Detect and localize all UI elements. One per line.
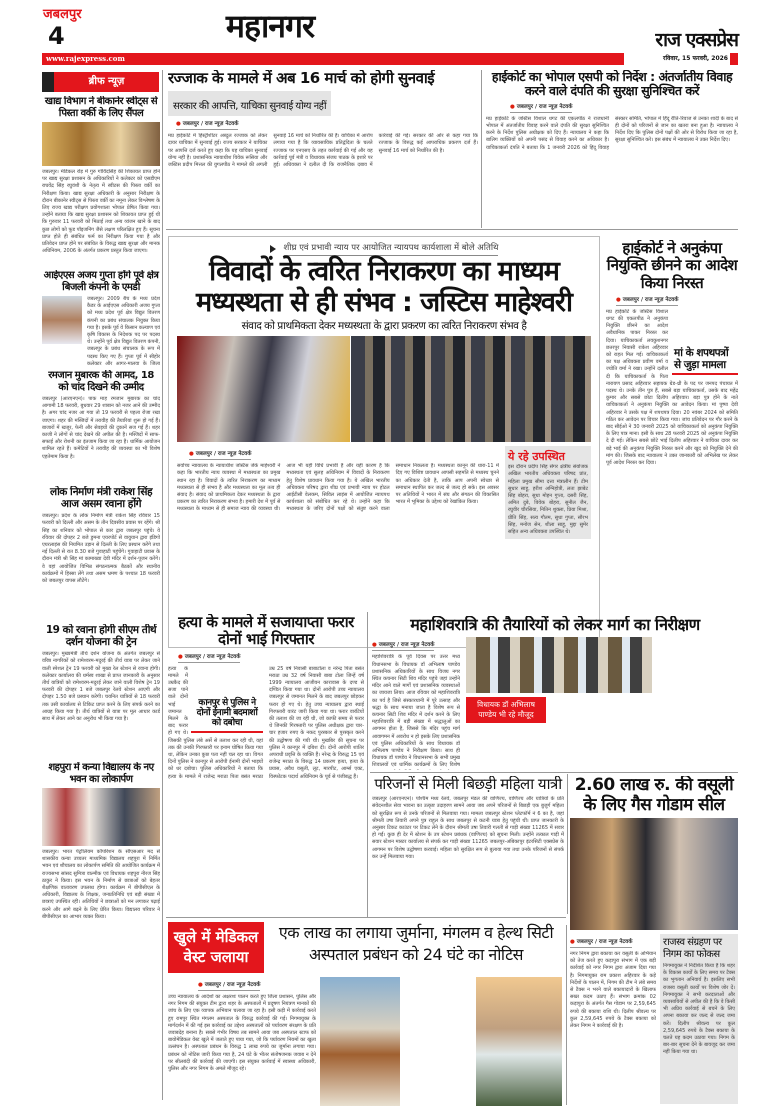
present-body: इस दौरान प्रदीप सिंह सेंगर क्षेत्रीय संयोजक अखिल भारतीय अधिवक्ता परिषद प्रांत, महिला प्रमुख सीमा दत्ता मंत्रालीन हैं। टीम सुधार साहू, हरीश अग्निहोत्री, लता झाबेट सिंह बोहरा, सुधा मोहन गुप्ता, दसरी सिंह, अमित दुबे, विवेक बोहरा, सुनील जैन, रघुवीर चौरसिया, नितिन शुक्ला, प्रिया मिश्रा, प्रीति सिंह, सत्य गौतम, सुधा गुप्ता, सौरभ सिंह, मनोज सेन, शीला साहू, मुद्दा सुमेर सहित अन्य अधिवक्ता उपस्थित थे। <box>508 464 588 535</box>
byline: ● जबलपुर / राज न्यूज़ नेटवर्क <box>510 102 572 113</box>
anukampa-body: मप्र हाईकोर्ट के जस्टिस विशाल धगट की एकलपीठ ने अनुकंपा नियुक्ति छीनने का आदेश अवैधानिक पाकर निरस्त कर दिया। याचिकाकर्ता लवकुशनगर छतरपुर निवासी राकेश अहिरवार को राहत मिल गई। याचिकाकर्ता का पक्ष अधिवक्ता प्रवीण वर्मा व ज्योति वर्मा ने रखा। उन्होंने दलील दी कि याचिकाकर्ता के पिता नारायण प्रसाद अहिरवार सहायक ग्रेड-थ्री के पद पर जनपद पंचायत में पदस्थ थे। उनके तीन पुत्र हैं, सबसे बड़ा याचिकाकर्ता, उसके बाद महेंद्र कुमार और सबसे छोटा दिलीप अहिरवार। बड़ा पुत्र होने के नाते याचिकाकर्ता ने अनुकंपा नियुक्ति का आवेदन किया। मां पुष्पा देवी अहिरवार ने उसके पक्ष में शपथपत्र दिया। 20 नवंबर 2024 को समिति गठित कर आवेदन पर विचार किया गया। जांच प्रतिवेदन पर गौर करने के बाद सीईओ ने 30 जनवरी 2025 को याचिकाकर्ता को अनुकंपा नियुक्ति के लिए पात्र माना। इसी के साथ 28 फरवरी 2025 को अनुकंपा नियुक्ति दे दी गई। लेकिन सबसे छोटे भाई दिलीप अहिरवार ने याचिका दायर कर बड़े भाई की अनुकंपा नियुक्ति निरस्त करने और खुद को नियुक्ति देने की मांग की। जिसके बाद न्यायालय ने उक्त जानकारी को अभिलेख पर लेकर पूर्व आदेश निरस्त कर दिया। <box>606 308 738 467</box>
brief-body: जबलपुर। भारत पेट्रोलियम कॉर्पोरेशन के सीएसआर मद से शासकीय कन्या उच्चतर माध्यमिक विद्यालय शहपुरा में निर्मित भवन एवं शौचालय का लोकार्पण समिति की आयोजित कार्यक्रम में राज्यसभा सांसद सुमित्रा वाल्मीक एवं विधायक शहपुरा नीरज सिंह ठाकुर ने किया। इस भवन के निर्माण से छात्राओं को बेहतर शैक्षणिक वातावरण उपलब्ध होगा। कार्यक्रम में बीपीसीएल के अधिकारी, विद्यालय के शिक्षक, जनप्रतिनिधि एवं बड़ी संख्या में छात्राएं उपस्थित रहीं। अतिथियों ने छात्राओं को मन लगाकर पढ़ाई करने और आगे बढ़ने के लिए प्रेरित किया। विद्यालय परिवार ने बीपीसीएल का आभार व्यक्त किया। <box>42 849 160 920</box>
brief-body: जबलपुर। मुख्यमंत्री तीर्थ दर्शन योजना के अंतर्गत जबलपुर से वरिष्ठ नागरिकों को रामेश्वरम-मदुरई की तीर्थ यात्रा पर लेकर जाने वाली स्पेशल ट्रेन 19 फरवरी को मुख्य रेल स्टेशन से रवाना होगी। कलेक्टर कार्यालय की धर्मस्व शाखा से प्राप्त जानकारी के अनुसार तीर्थ यात्रियों को रामेश्वरम-मदुरई लेकर जाने वाली विशेष ट्रेन 19 फरवरी की दोपहर 1 बजे जबलपुर रेलवे स्टेशन आएगी और दोपहर 1.50 बजे प्रस्थान करेगी। चयनित यात्रियों से 18 फरवरी तक उसी कार्यालय से टिकिट प्राप्त करने के लिए संपर्क करने का आग्रह किया गया है। तीर्थ यात्रियों से यात्रा पर मूल आधार कार्ड साथ में लेकर आने का अनुरोध भी किया गया है। <box>42 651 160 722</box>
medical-bottom <box>168 977 562 1106</box>
woman-body: जबलपुर (आरएनएन)। पश्चिम मध्य रेलवे, जबलपुर मंडल की वाणिज्य, वाणिज्य और यात्रियों के प्रति संवेदनशील सेवा भावना का उत्कृष्ट उदाहरण सामने आया जब अपने परिजनों से बिछड़ी एक बुजुर्ग महिला को सुरक्षित रूप से उनके परिजनों से मिलवाया गया। मामला जबलपुर स्टेशन प्लेटफॉर्म नं 6 का है, जहां श्रीमती उषा तिवारी अपने पुत्र राहुल के साथ जबलपुर से कटनी यात्रा हेतु पहुंची थीं। प्राप्त जानकारी के अनुसार टिकट काउंटर पर टिकट लेने के दौरान श्रीमती उषा तिवारी गलती से गाड़ी संख्या 11265 में सवार हो गईं। कुछ ही देर में स्टेशन के उप स्टेशन प्रबंधक (वाणिज्य) को सूचना मिली। उन्होंने तत्काल गाड़ी में सवार स्टेशन मास्टर कार्यालय से संपर्क कर गाड़ी संख्या 11265 जबलपुर-अंबिकापुर इंटरसिटी एक्सप्रेस के आगमन पर विशेष उद्घोषणा करवाई। महिला को सुरक्षित रूप से बुलाया गया तथा उनके परिजनों से संपर्क कर उन्हें मिलवाया गया। <box>372 796 564 860</box>
byline: ● जबलपुर / राज न्यूज़ नेटवर्क <box>176 119 238 130</box>
audience-photo <box>351 336 591 442</box>
byline: ● जबलपुर / राज न्यूज़ नेटवर्क <box>616 295 678 306</box>
byline: ● जबलपुर / राज न्यूज़ नेटवर्क <box>372 640 434 651</box>
lead-headline-line2: मध्यस्थता से ही संभव : जस्टिस माहेश्वरी <box>196 287 572 319</box>
divider <box>567 774 568 914</box>
divider <box>166 229 738 230</box>
lead-body: सर्वोच्च न्यायालय के न्यायाधीश जस्टिस जेके माहेश्वरी ने कहा कि भारतीय न्याय व्यवस्था में मध्यस्थता का प्रमुख स्थान रहा है। विवादों के त्वरित निराकरण का माध्यम मध्यस्थता से ही संभव है और मध्यस्थता का मूल तत्व ही संवाद है। संवाद को प्राथमिकता देकर मध्यस्थता के द्वारा प्रकरण का त्वरित निराकरण संभव है। हमारी देश में पूर्व से मध्यस्थता के माध्यम से ही समाज न्याय की व्यवस्था थी। आज भी यही विधि प्रभावी है और यही कारण है कि मध्यस्थता एवं सुलह अधिनियम में विवादों के निराकरण हेतु विशेष प्रावधान किया गया है। ये अखिल भारतीय अधिवक्ता परिषद द्वारा शीघ्र एवं प्रभावी न्याय पर होटल आईटीसी वेलकम, सिविल लाइंस में आयोजित न्यायपथ कार्यशाला को संबोधित कर रहे थे। उन्होंने कहा कि मध्यस्थता के जरिए दोनों पक्षों को संतुष्ट करने वाला समाधान निकलता है। मध्यस्थता कानून की धारा-11 में दिए गए विशिष्ट प्रावधान आपसी सहमति से मध्यस्थ चुनने का अधिकार देती है, ताकि आप अपनी स्वेच्छा से समाधान स्थापित कर जल्द से जल्द हो सके। इस अवसर पर अतिथियों ने भारत में संघ और संगठन की विकासित भारत में भूमिका के उद्देश्य को रेखांकित किया। <box>177 463 499 513</box>
medical-body-2 <box>404 977 472 1106</box>
divider <box>481 70 482 228</box>
gas-bottom <box>570 934 656 1104</box>
hospital-photo <box>320 977 400 1106</box>
brief-body: जबलपुर। मेडिकल रोड़ में गुरु गोविंदसिंह की शिकायत प्राप्त होने पर खाद्य सुरक्षा प्रशासन के अधिकारियों ने कलेक्टर को एसडीएम राघवेंद्र सिंह रघुवंशी के नेतृत्व में स्वीटस की पिस्ता वर्की का निरीक्षण किया। खाद्य सुरक्षा अधिकारी के अनुसार निरीक्षण के दौरान बीकानेर स्वीट्स से पिस्ता वर्की का नमूना लेकर विश्लेषण के लिए राज्य खाद्य परीक्षण प्रयोगशाला भोपाल प्रेषित किया गया। उन्होंने बताया कि खाद्य सुरक्षा प्रशासन को शिकायत प्राप्त हुई थी कि गुरुवार 11 फरवरी को मिठाई तथा अन्य व्यंजन खाने के बाद कुछ लोगों को फूड पॉइजनिंग जैसे लक्षण परिलक्षित हुए हैं। सूचना प्राप्त होते ही संबंधित फर्म का निरीक्षण किया गया है और प्रतिवेदन प्राप्त होने पर संबंधित के विरुद्ध खाद्य सुरक्षा और मानक अधिनियम, 2006 के अंतर्गत प्रकरण प्रस्तुत किया जाएगा। <box>42 169 160 255</box>
shivratri-story <box>372 616 738 770</box>
shivratri-body: महाशिवरात्रि के पूर्व दिवस पर उत्तर मध्य विधानसभा के विधायक डॉ अभिलाष पाण्डेय प्रशासनिक अधिकारियों के साथ विजय नगर स्थित कचनार सिटी शिव मंदिर पहुंचे जहां उन्होंने मंदिर आने वाले मार्गों एवं प्रशासनिक व्यवस्थाओं का जायजा लिया। आज रविवार को महाशिवरात्रि का पर्व है जिसे संस्कारधानी में पूरे उत्साह और श्रद्धा के साथ मनाया जाता है विशेष रूप से कचनार सिटी शिव मंदिर में दर्शन करने के लिए महाशिवरात्रि में बड़ी संख्या में श्रद्धालुओं का आगमन होता है, जिससे कि मंदिर पहुंच मार्ग आवागमन में अवरोध न हो इसके लिए प्रशासनिक एवं पुलिस अधिकारियों के साथ विधायक डॉ अभिलाष पाण्डेय ने निरीक्षण किया। साथ ही विधायक डॉ पाण्डेय ने विधानसभा के सभी प्रमुख शिवालयों एवं धार्मिक कार्यक्रमों के लिए विशेष <box>372 654 460 769</box>
brief-item <box>42 624 160 758</box>
inauguration-photo <box>42 788 160 846</box>
burning-waste-photo <box>476 977 562 1106</box>
shivratri-box-text: विधायक डॉ अभिलाष पाण्डेय भी रहे मौजूद <box>477 700 535 720</box>
section-title: महानगर <box>225 7 315 45</box>
issue-date: रविवार, 15 फरवरी, 2026 <box>663 55 728 62</box>
lead-subhead: संवाद को प्राथमिकता देकर मध्यस्थता के द्वारा प्रकरण का त्वरित निराकरण संभव है <box>241 320 527 333</box>
medical-text <box>168 977 316 1106</box>
gas-body: नगर निगम द्वारा बकाया कर वसूली के अभियान को तेज करते हुए कड़ापुरा संभाग में एक बड़ी कार्रवाई को नगर निगम द्वारा अंजाम दिया गया है। निगमायुक्त राम प्रकाश अहिरवार के कड़े निर्देशों के पालन में, निगम की टीम ने लंबे समय से टैक्स न भरने वाले बकायादारों के खिलाफ सख्त कदम उठाए हैं। संभाग क्रमांक 02 कड़ापुरा के अंतर्गत गैस गोडाम पर 2,59,645 रुपये की बकाया राशि थी। दिलीप श्रीवल्य पर कुल 2,59,645 रुपये के टैक्स बकाया को लेकर निगम ने कार्रवाई की है। <box>570 951 656 1030</box>
divider <box>166 917 566 918</box>
bhopal-story <box>486 70 738 226</box>
brief-item <box>42 370 160 482</box>
shivratri-content <box>372 637 738 770</box>
present-title: ये रहे उपस्थित <box>508 450 565 464</box>
shivratri-body-4 <box>658 637 738 770</box>
present-box <box>505 446 591 539</box>
razzak-subhead <box>168 91 331 116</box>
shivratri-left <box>372 637 460 770</box>
brief-headline: रमजान मुबारक की आमद, 18 को चांद दिखने की उम्मीद <box>48 370 154 393</box>
brief-headline: शहपुरा में कन्या विद्यालय के नए भवन का लोकार्पण <box>48 762 154 785</box>
bhopal-body: मप्र हाईकोर्ट के जस्टिस विशाल धगट की एकलपीठ ने राजधानी भोपाल में अंतर्जातीय विवाह करने वाले दंपति की सुरक्षा सुनिश्चित करने के निर्देश पुलिस अधीक्षक को दिए हैं। न्यायालय ने कहा कि बालिग व्यक्तियों को अपनी पसंद से विवाह करने का अधिकार है। याचिकाकर्ता दंपति ने बताया कि 1 जनवरी 2026 को हिंदू विवाह संस्कार समिति, भोपाल में हिंदू रीति-रिवाज से उनका शादी के बाद से ही दोनों को परिजनों से जान का खतरा बना हुआ है। न्यायालय ने निर्देश दिए कि पुलिस दोनों पक्षों की ओर से विरोध किया जा रहा है, सुरक्षा सुनिश्चित करे। इस संबंध में न्यायालय ने उक्त निर्देश दिए। <box>486 115 738 151</box>
brief-item <box>42 270 160 366</box>
inspection-photo <box>466 637 652 693</box>
medical-tag <box>168 922 264 973</box>
byline: ● जबलपुर / राज न्यूज़ नेटवर्क <box>178 652 240 663</box>
revenue-box-title: राजस्व संग्रहण पर निगम का फोकस <box>663 937 722 960</box>
woman-headline: परिजनों से मिली बिछड़ी महिला यात्री <box>374 776 562 793</box>
brief-news-text: ब्रीफ न्यूज़ <box>88 76 125 87</box>
revenue-box-body: निगमायुक्त ने निर्देशित किया है कि शहर के विकास कार्यों के लिए समय पर टैक्स का भुगतान अनिवार्य है। इसलिए सभी राजस्व वसूली कार्यों पर विशेष जोर दें। निगमायुक्त ने सभी करदाताओं और व्यवसायियों से अपील की है कि वे किसी भी अप्रिय कार्रवाई से बचने के लिए अपना बकाया कर जल्द से जल्द जमा करें। दिलीप श्रीवल्य पर कुल 2,59,645 रुपये के टैक्स बकाया के चलते यह कदम उठाया गया। निगम के बार-बार सूचना देने के बावजूद कर जमा नहीं किया गया था। <box>663 963 735 1056</box>
murder-body: हत्या के मामले में उम्रकैद की सजा पाने वाले दोनों भाई जमानत मिलने के बाद फरार हो गए थे। जिसकी पुलिस लंबे अर्से से तलाश कर रही थी, वहां तक की उनकी गिरफ्तारी पर इनाम घोषित किया गया था, लेकिन उनका कुछ पता नहीं चल रहा था। विगत दिनों पुलिस ने कानपुर से आरोपी ईनामी दोनों भाइयों को धर दबोचा। पुलिस अधिकारियों ने बताया कि हत्या के मामले में राजेन्द्र मराठा पिता बसंत मराठा उम्र 25 वर्ष निवासी बाबाटोला व नरेन्द्र पिता बसंत मराठा उम्र 32 वर्ष निवासी बाबा टोला जिन्हें वर्ष 1999 न्यायालय आजीवन कारावास के दण्ड से दण्डित किया गया था। दोनों आरोपी उच्च न्यायालय जबलपुर से जमानत मिलने के बाद जबलपुर छोड़कर फरार हो गए थे। हेतु उच्च न्यायालय द्वारा स्थाई गिरफ्तारी वारंट जारी किया गया था। फरार वारंटियों की तलाश की जा रही थी, जो काफी समय से फरार थे जिनकी गिरफ्तारी पर पुलिस अधीक्षक द्वारा चार-चार हजार रुपए के नकद पुरस्कार से पुरस्कृत करने की उद्घोषणा की गयी थी। मुखबिर की सूचना पर पुलिस ने कानपुर में दबिश दी। दोनों आरोपी शातिर अपराधी प्रवृत्ति के व्यक्ति हैं। नरेन्द्र के विरुद्ध 15 एवं राजेन्द्र मराठा के विरुद्ध 14 प्रकरण हत्या, हत्या के प्रयास, अवैध वसूली, लूट, मारपीट, आर्म्स एक्ट, विस्फोटक पदार्थ अधिनियम के पूर्व से पंजीबद्ध हैं। <box>168 665 364 780</box>
anukampa-headline: हाईकोर्ट ने अनुकंपा नियुक्ति छीनने का आदेश किया निरस्त <box>606 240 738 292</box>
lamp-lighting-photo <box>177 336 350 442</box>
byline: ● जबलपुर / राज न्यूज़ नेटवर्क <box>198 980 260 991</box>
shivratri-body-3 <box>552 697 652 723</box>
brief-news-label <box>42 72 159 92</box>
person-photo <box>42 296 82 344</box>
bhopal-headline: हाईकोर्ट का भोपाल एसपी को निर्देश : अंतर्जातीय विवाह करने वाले दंपति की सुरक्षा सुनिश्चित करें <box>491 70 733 99</box>
razzak-headline: रज्जाक के मामले में अब 16 मार्च को होगी सुनवाई <box>168 70 435 87</box>
brief-headline: लोक निर्माण मंत्री राकेश सिंह आज असम रवाना होंगे <box>49 486 153 511</box>
medical-tag-text: खुले में मेडिकल वेस्ट जलाया <box>173 928 259 966</box>
lead-story-box <box>168 236 600 648</box>
shivratri-headline: महाशिवरात्रि की तैयारियों को लेकर मार्ग का निरीक्षण <box>410 616 700 634</box>
brief-headline: खाद्य विभाग ने बीकानेर स्वीट्स से पिस्ता वर्की के लिए सैंपल <box>44 96 158 119</box>
website-link[interactable]: www.rajexpress.com <box>46 54 125 63</box>
divider <box>370 772 738 773</box>
medical-body: उच्च न्यायालय के आदेशों का अक्षरशः पालन करते हुए जिला प्रशासन, पुलिस और नगर निगम की संयुक्त टीम द्वारा शहर के अस्पतालों में प्रदूषण नियंत्रण मानकों की जांच के लिए एक व्यापक अभियान चलाया जा रहा है। इसी कड़ी में कार्रवाई करते हुए रामपुर स्थित मंगलम अस्पताल के विरुद्ध कार्रवाई की गई। निगमायुक्त के मार्गदर्शन में की गई इस कार्रवाई का उद्देश्य अस्पतालों को पर्यावरण संरक्षण के प्रति जवाबदेह बनाना है। सबसे गंभीर विषय तब सामने आया जब अस्पताल स्टाफ को बायोमेडिकल वेस्ट खुले में जलाते हुए पाया गया, जो कि पर्यावरण नियमों का खुला उल्लंघन है। अस्पताल प्रबंधन के विरुद्ध 1 लाख रुपये का जुर्माना लगाया गया। प्रबंधन को नोटिस जारी किया गया है, 24 घंटे के भीतर संतोषजनक जवाब न देने पर सीलबंदी की कार्रवाई की जाएगी। इस संयुक्त कार्रवाई में स्वास्थ्य अधिकारी, पुलिस और नगर निगम के अमले मौजूद रहे। <box>168 994 316 1073</box>
brief-item <box>42 762 160 1104</box>
lead-strap: शीघ्र एवं प्रभावी न्याय पर आयोजित न्यायपथ कार्यशाला में बोले अतिथि <box>284 242 499 256</box>
razzak-story <box>168 70 478 226</box>
brief-item <box>42 96 160 266</box>
anukampa-text <box>606 309 738 612</box>
anukampa-story <box>606 240 738 612</box>
anukampa-pullquote: मां के शपथपत्रों से जुड़ा मामला <box>672 345 738 375</box>
medical-story <box>168 922 562 1106</box>
lead-headline-line1: विवादों के त्वरित निराकरण का माध्यम <box>209 256 559 287</box>
gas-top <box>570 776 738 930</box>
razzak-body: मप्र हाईकोर्ट में हिस्ट्रीशीटर अब्दुल रज्जाक को लेकर दायर याचिका में सुनवाई हुई। राज्य सरकार ने याचिका पर आपत्ति दर्ज करते हुए कहा कि यह याचिका सुनवाई योग्य नहीं है। प्रशासनिक न्यायाधीश विवेक रूसिया और जस्टिस प्रदीप मित्तल की युगलपीठ ने मामले की अगली सुनवाई 16 मार्च को निर्धारित की है। याचिका में आरोप लगाया गया है कि व्यावसायिक प्रतिद्वंदिता के चलते रज्जाक पर एनएसए के तहत कार्रवाई की गई और यह कार्रवाई पूर्व मंत्री व विधायक संजय पाठक के इशारे पर हुई। अधिवक्ता ने दलील दी कि राजनैतिक दबाव में कार्रवाई की गई। सरकार की ओर से कहा गया कि रज्जाक के विरुद्ध कई आपराधिक प्रकरण दर्ज हैं। सुनवाई 16 मार्च को निर्धारित की है। <box>168 133 478 169</box>
shivratri-middle-row <box>466 697 652 723</box>
medical-headline: एक लाख का लगाया जुर्माना, मंगलम व हेल्थ सिटी अस्पताल प्रबंधन को 24 घंटे का नोटिस <box>278 923 554 965</box>
medical-top <box>168 922 562 973</box>
brief-body: जबलपुर। प्रदेश के लोक निर्माण मंत्री राकेश सिंह रविवार 15 फरवरी को दिल्ली और असम के तीन दिवसीय प्रवास पर रहेंगे। श्री सिंह का शनिवार को भोपाल से कार द्वारा जबलपुर पहुंचे। वे रविवार की दोपहर 2 बजे डुमना एयरपोर्ट से वायुयान द्वारा इंडिगो एयरलाइंस की नियमित उड़ान से दिल्ली के लिए प्रस्थान करेंगे तथा नई दिल्ली से रात 8.30 बजे गुवाहाटी पहुंचेंगे। गुवाहाटी प्रवास के दौरान मंत्री श्री सिंह मां कामाख्या देवी मंदिर में दर्शन-पूजन करेंगे। वे वहां आयोजित विभिन्न संगठनात्मक बैठकों और स्थानीय कार्यक्रमों में हिस्सा लेंगे तथा असम भ्रमण के पश्चात 18 फरवरी को जबलपुर वापस लौटेंगे। <box>42 513 160 584</box>
divider <box>162 70 163 1100</box>
revenue-box <box>660 934 738 1104</box>
brief-photo <box>42 122 160 166</box>
brief-headline: आईएएस अजय गुप्ता होंगे पूर्व क्षेत्र बिजली कंपनी के एमडी <box>43 270 159 293</box>
masthead-bar <box>42 53 624 65</box>
gas-headline: 2.60 लाख रु. की वसूली के लिए गैस गोडाम सील <box>574 776 734 815</box>
brief-body: जबलपुर (आरएनएन)। पाक माह रमजान मुबारक का चांद आगामी 18 फरवरी, बुधवार 29 शाबान को नजर आने की उम्मीद है। अगर चांद नजर आ गया तो 19 फरवरी से पहला रोजा रखा जाएगा। शहर की मस्जिदों में तरावीह की तैयारियां शुरू हो गई हैं। बाजारों में खजूर, फेनी और सेवइयों की दुकानें सज गई हैं। शहर काजी ने लोगों से चांद देखने की अपील की है। मस्जिदों में साफ-सफाई और रोशनी का इंतजाम किया जा रहा है। धार्मिक आयोजन शामिल रहते हैं। कमेटियों ने तरावीह की व्यवस्था का भी विशेष एहतेमाम किया है। <box>42 396 160 460</box>
lead-strap-row <box>177 242 591 256</box>
murder-headline: हत्या के मामले में सजायाप्ता फरार दोनों भाई गिरफ्तार <box>178 614 354 649</box>
brief-headline: 19 को रवाना होगी सीएम तीर्थ दर्शन योजना की ट्रेन <box>45 624 157 649</box>
brief-item <box>42 486 160 620</box>
divider <box>566 925 567 1105</box>
page-number: 4 <box>48 22 65 50</box>
woman-story <box>372 776 564 912</box>
byline: ● जबलपुर / राज न्यूज़ नेटवर्क <box>570 937 632 948</box>
brief-body: जबलपुर। 2009 बैच के मध्य प्रदेश कैडर के आईएएस अधिकारी अजय गुप्ता को मध्य प्रदेश पूर्व क्षेत्र विद्युत वितरण कंपनी का प्रबंध संचालक नियुक्त किया गया है। इसके पूर्व वे किसान कल्याण एवं कृषि विकास के निदेशक पद पर पदस्थ थे। उन्होंने पूर्व क्षेत्र विद्युत वितरण कंपनी, जबलपुर के प्रबंध संचालक के रूप में पदस्थ किए गए हैं। गुप्ता पूर्व में सीहोर कलेक्टर और आगर-मालवा के जिला <box>87 296 160 366</box>
shivratri-box <box>466 697 546 723</box>
shivratri-middle <box>466 637 652 770</box>
razzak-subhead-text: सरकार की आपत्ति, याचिका सुनवाई योग्य नहीं <box>173 101 327 113</box>
murder-box: कानपुर से पुलिस ने दोनों ईनामी बदमाशों को दबोचा <box>191 696 263 733</box>
byline: ● जबलपुर / राज न्यूज़ नेटवर्क <box>189 449 251 460</box>
play-icon <box>270 245 276 253</box>
masthead-bar-end <box>730 53 738 65</box>
lead-photos <box>177 336 591 442</box>
paper-logo: राज एक्सप्रेस <box>655 29 738 51</box>
masthead-city: जबलपुर <box>43 7 82 22</box>
divider <box>367 612 368 917</box>
godown-photo <box>570 818 738 930</box>
